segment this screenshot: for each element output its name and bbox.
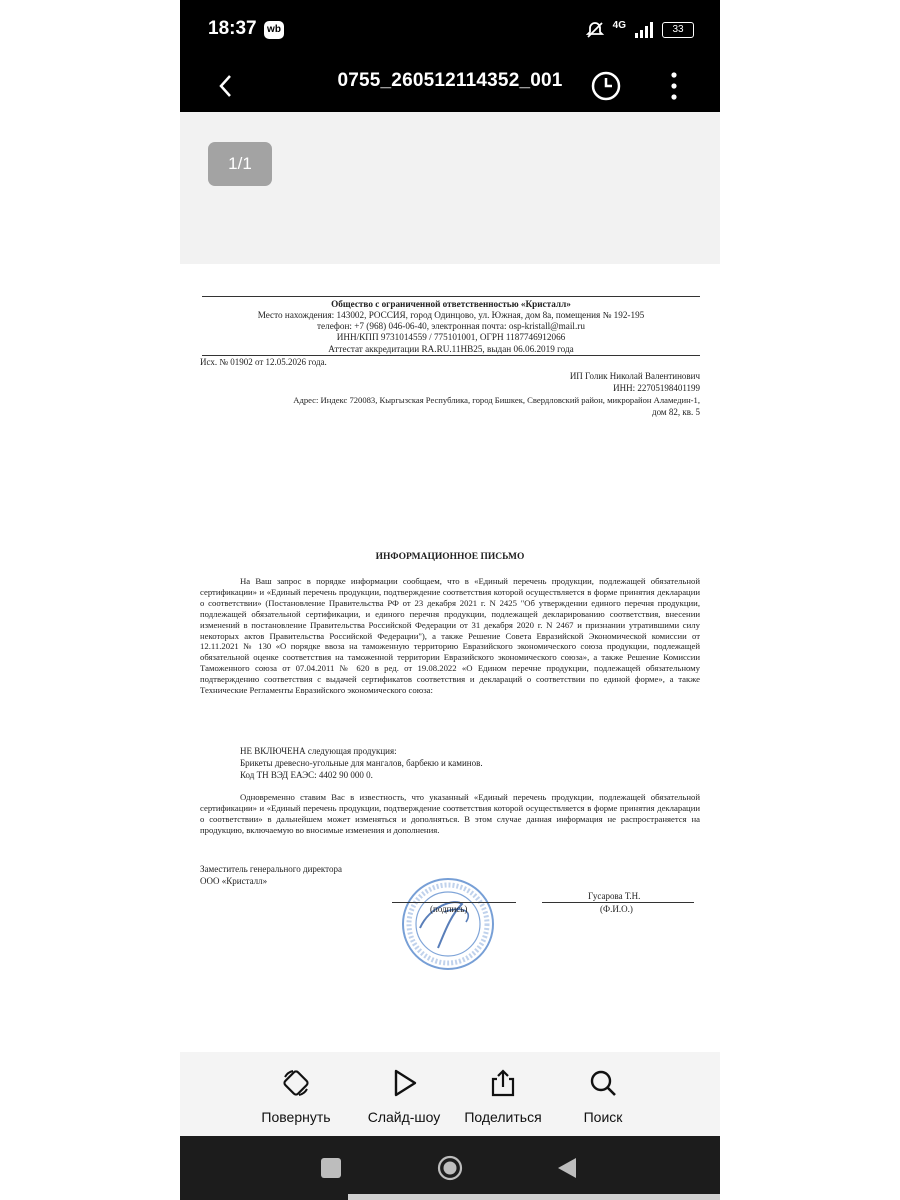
share-button[interactable]: [453, 1068, 553, 1125]
status-icons: [585, 16, 694, 44]
bottom-action-bar: [180, 1052, 720, 1136]
play-icon: [389, 1068, 419, 1098]
share-label: Поделиться: [464, 1109, 542, 1125]
system-nav-bar: [180, 1136, 720, 1200]
more-vertical-icon: [669, 71, 679, 101]
header-bottom-rule: [202, 355, 700, 356]
not-included-label: НЕ ВКЛЮЧЕНА следующая продукция:: [240, 746, 397, 756]
rotate-icon: [281, 1068, 311, 1098]
product-name: Брикеты древесно-угольные для мангалов, барбекю и каминов.: [240, 758, 483, 768]
signal-icon: [634, 22, 654, 38]
main-paragraph: На Ваш запрос в порядке информации сообщаем, что в «Единый перечень продукции, подлежащей обязательной сертификации» и «Единый перечень продукции, подтверждение соответствия которой осуществляется в форме принятия декларации о соответствии» (Постановление Правительства РФ от 23 декабря 2021 г. N 2425 "Об утверждении единого перечня продукции, подлежащей обязательной сертификации, и единого перечня продукции, подлежащей декларированию соответствия, внесении изменений в постановление Правительства Российской Федерации от 31 декабря 2020 г. N 2467 и признании утратившими силу некоторых актов Правительства Российской Федерации"), а также Решение Совета Евразийской Экономической комиссии от 12.11.2021 № 130 «О порядке ввоза на таможенную территорию Евразийского экономического союза продукции, подлежащей обязательной оценке соответствия на таможенной территории Евразийского экономического союза», а также Решение Комиссии Таможенного союза от 07.04.2011 № 620 в ред. от 19.08.2022 «О Едином перечне продукции, подлежащей обязательному подтверждению соответствия с выдачей сертификатов соответствия и деклараций о соответствии по единой форме», а также Технические Регламенты Евразийского экономического союза:: [200, 576, 700, 696]
header-top-rule: [202, 296, 700, 297]
file-title: 0755_260512114352_001: [337, 70, 563, 91]
fio-caption: (Ф.И.О.): [600, 904, 633, 914]
signature-caption: (подпись): [430, 904, 468, 914]
company-phone: телефон: +7 (968) 046-06-40, электронная почта: osp-kristall@mail.ru: [317, 321, 585, 331]
share-icon: [488, 1068, 518, 1098]
app-bar: [180, 60, 720, 112]
mute-alarm-icon: [585, 20, 605, 40]
recipient-address-house: дом 82, кв. 5: [652, 407, 700, 417]
outgoing-number: Исх. № 01902 от 12.05.2026 года.: [200, 357, 327, 367]
letter-heading: ИНФОРМАЦИОННОЕ ПИСЬМО: [375, 552, 525, 562]
document-page[interactable]: [180, 264, 720, 1054]
search-icon: [588, 1068, 618, 1098]
recipient-inn: ИНН: 22705198401199: [613, 383, 700, 393]
signer-position: Заместитель генерального директора: [200, 864, 342, 874]
search-button[interactable]: [553, 1068, 653, 1125]
status-bar: [180, 0, 720, 60]
phone-screen: [180, 0, 720, 1200]
signature-line: [392, 902, 516, 903]
gesture-indicator: [348, 1194, 720, 1200]
wb-app-icon: wb: [264, 21, 284, 39]
company-address: Место нахождения: 143002, РОССИЯ, город Одинцово, ул. Южная, дом 8а, помещения № 192-195: [257, 310, 645, 320]
rotate-button[interactable]: [246, 1068, 346, 1125]
rotate-label: Повернуть: [261, 1109, 331, 1125]
company-inn: ИНН/КПП 9731014559 / 775101001, ОГРН 1187746912066: [336, 332, 566, 342]
document-viewer[interactable]: [180, 112, 720, 1052]
more-options-button[interactable]: [654, 66, 694, 106]
search-label: Поиск: [583, 1109, 623, 1125]
battery-icon: 33: [662, 22, 694, 38]
recents-nav-button[interactable]: [321, 1158, 341, 1178]
slideshow-button[interactable]: [354, 1068, 454, 1125]
signer-company: ООО «Кристалл»: [200, 876, 268, 886]
company-seal-image: [400, 876, 496, 972]
clock-icon: [590, 70, 622, 102]
company-attestat: Аттестат аккредитации RA.RU.11HB25, выдан 06.06.2019 года: [328, 344, 574, 354]
back-nav-button[interactable]: [556, 1156, 578, 1180]
network-type: 4G: [612, 19, 626, 31]
home-nav-button[interactable]: [436, 1154, 464, 1182]
signer-name: Гусарова Т.Н.: [588, 891, 641, 901]
second-paragraph: Одновременно ставим Вас в известность, что указанный «Единый перечень продукции, подлежащей обязательной сертификации» и «Единый перечень продукции, подтверждение соответствия которой осуществляется в форме принятия декларации о соответствии» в дальнейшем может изменяться и дополняться. В этом случае данная информация не распространяется на продукцию, включаемую во вносимые изменения и дополнения.: [200, 792, 700, 835]
recipient-address: Адрес: Индекс 720083, Кыргызская Республика, город Бишкек, Свердловский район, микрорайон Аламедин-1,: [293, 395, 700, 405]
recipient-name: ИП Голик Николай Валентинович: [569, 371, 700, 381]
company-name: Общество с ограниченной ответственностью «Кристалл»: [331, 299, 571, 309]
status-time: 18:37: [208, 18, 257, 39]
page-indicator: 1/1: [208, 142, 272, 186]
product-code: Код ТН ВЭД ЕАЭС: 4402 90 000 0.: [240, 770, 373, 780]
history-button[interactable]: [586, 66, 626, 106]
slideshow-label: Слайд-шоу: [367, 1109, 441, 1125]
name-line: [542, 902, 694, 903]
